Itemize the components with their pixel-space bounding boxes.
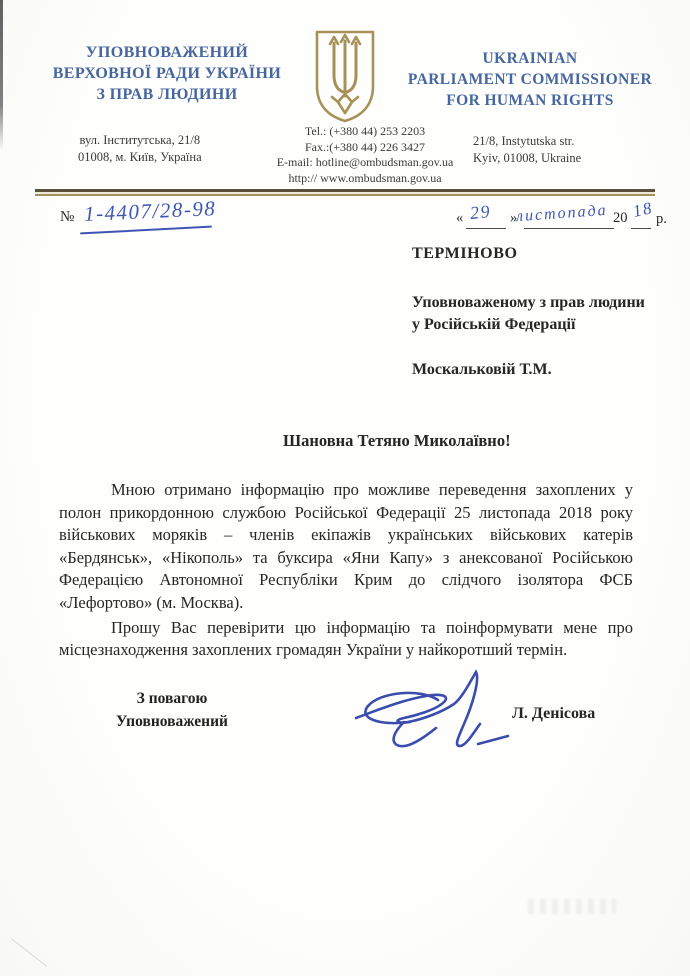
ref-number-handwritten: 1-4407/28-98 [83,196,217,226]
fax-line: Fax.:(+380 44) 226 3427 [304,139,426,154]
date-year-handwritten: 18 [631,198,655,221]
trident-icon [313,28,377,124]
salutation: Шановна Тетяно Миколаївно! [283,431,511,450]
scan-edge-artifact [0,0,3,150]
addressee-name: Москальковій Т.М. [412,361,552,378]
date-suffix: р. [656,211,667,227]
addressee-line1: Уповноваженому з прав людини [412,294,645,311]
faint-pencil-artifact [528,899,616,914]
org-name-english [390,48,670,111]
email-line: E-mail: hotline@ombudsman.gov.ua [276,155,454,169]
date-month-underline [524,228,614,229]
address-english [473,133,581,167]
addressee-block [412,292,645,336]
date-open-quote: « [456,210,464,226]
closing-block [92,687,252,733]
letter-body [59,479,633,664]
urgency-label: ТЕРМІНОВО [412,245,518,262]
org-en-line1: UKRAINIAN [482,50,578,67]
body-paragraph-1: Мною отримано інформацію про можливе переведення захоплених у полон прикордонною службою Російської Федерації 25 листопада 2018 року військових моряків – членів екіпажів українських військових катерів «Бердянськ», «Нікополь» та буксира «Яни Капу» з анексованої Російською Федерацією Автономної Республіки Крим до слідчого ізолятора ФСБ «Лефортово» (м. Москва). [59,480,633,612]
body-paragraph-2: Прошу Вас перевірити цю інформацію та поінформувати мене про місцезнаходження захоплених громадян України у найкоротший термін. [59,617,633,660]
website-line: http:// www.ombudsman.gov.ua [288,170,442,185]
date-day-handwritten: 29 [468,200,492,224]
address-ua-line2: 01008, м. Київ, Україна [78,150,202,164]
address-ukrainian [78,132,202,166]
signature-icon [350,666,520,761]
ref-number-label: № [60,209,75,225]
address-en-line2: Kyiv, 01008, Ukraine [473,151,582,165]
address-ua-line1: вул. Інститутська, 21/8 [79,133,201,147]
org-ua-line1: УПОВНОВАЖЕНИЙ [85,44,249,61]
date-day-underline [466,228,506,229]
closing-line2: Уповноважений [116,713,228,730]
date-close-quote: » [510,210,518,226]
ukraine-trident-emblem [313,28,377,124]
scan-scratch-artifact [11,938,48,967]
date-century: 20 [613,210,628,226]
address-en-line1: 21/8, Instytutska str. [473,134,575,148]
org-en-line2: PARLIAMENT COMMISSIONER [407,71,653,88]
org-name-ukrainian [28,42,306,105]
addressee-line2: у Російській Федерації [412,316,576,333]
ref-number-underline [80,226,212,235]
signer-name: Л. Денісова [512,705,596,722]
date-year-underline [631,228,651,229]
phone-line: Tel.: (+380 44) 253 2203 [304,124,426,138]
org-en-line3: FOR HUMAN RIGHTS [446,92,614,109]
closing-line1: З повагою [136,690,208,707]
org-ua-line2: ВЕРХОВНОЇ РАДИ УКРАЇНИ [52,65,282,82]
org-ua-line3: З ПРАВ ЛЮДИНИ [96,86,238,103]
contact-center [255,124,475,186]
date-month-handwritten: листопада [515,201,609,226]
signature [350,666,520,761]
header-divider [35,189,655,196]
